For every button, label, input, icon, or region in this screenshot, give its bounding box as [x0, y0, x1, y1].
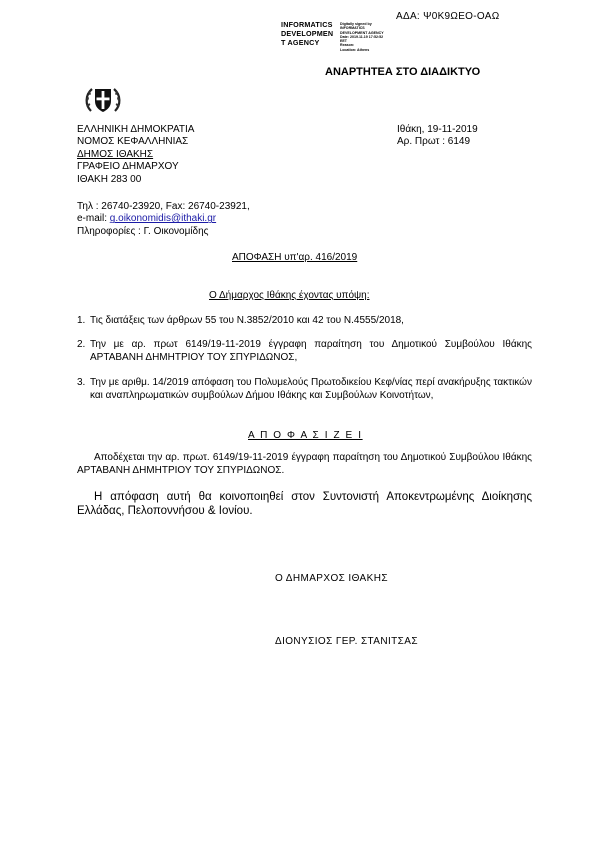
list-item — [77, 339, 532, 364]
sender-prefecture: ΝΟΜΟΣ ΚΕΦΑΛΛΗΝΙΑΣ — [77, 136, 189, 148]
contact-block — [77, 201, 250, 238]
stamp-detail-line: Reason: — [340, 43, 355, 48]
ada-code: ΑΔΑ: Ψ0Κ9ΩΕΟ-ΟΑΩ — [396, 11, 500, 22]
stamp-details — [340, 22, 420, 52]
posted-online-notice: ΑΝΑΡΤΗΤΕΑ ΣΤΟ ΔΙΑΔΙΚΤΥΟ — [325, 66, 481, 78]
email-label: e-mail: — [77, 213, 110, 225]
stamp-detail-line: EET — [340, 39, 347, 44]
list-item-text: Την με αριθμ. 14/2019 απόφαση του Πολυμελούς Πρωτοδικείου Κεφ/νίας περί ανακήρυξης τακτικών και αναπληρωματικών συμβούλων Δήμου Ιθάκης και Συμβούλων Κοινοτήτων, — [90, 377, 532, 401]
stamp-org-line: INFORMATICS — [281, 20, 333, 29]
stamp-org-line: DEVELOPMEN — [281, 29, 334, 38]
list-item-number: 2. — [77, 339, 86, 350]
decision-title: ΑΠΟΦΑΣΗ υπ'αρ. 416/2019 — [232, 252, 358, 263]
sender-office: ΓΡΑΦΕΙΟ ΔΗΜΑΡΧΟΥ — [77, 161, 179, 173]
list-item-number: 1. — [77, 315, 86, 326]
stamp-detail-line: DEVELOPMENT AGENCY — [340, 30, 384, 35]
sender-municipality: ΔΗΜΟΣ ΙΘΑΚΗΣ — [77, 148, 154, 160]
decides-heading: Α Π Ο Φ Α Σ Ι Ζ Ε Ι — [248, 430, 363, 441]
signatory-title: Ο ΔΗΜΑΡΧΟΣ ΙΘΑΚΗΣ — [275, 573, 388, 584]
list-item — [77, 377, 532, 402]
stamp-org-name — [281, 20, 337, 47]
stamp-detail-line: Digitally signed by — [340, 22, 372, 26]
stamp-detail-line: INFORMATICS — [340, 26, 365, 31]
protocol-number: Αρ. Πρωτ : 6149 — [397, 136, 471, 148]
sender-block — [77, 124, 194, 186]
info-contact: Πληροφορίες : Γ. Οικονομίδης — [77, 225, 209, 237]
sender-republic: ΕΛΛΗΝΙΚΗ ΔΗΜΟΚΡΑΤΙΑ — [77, 124, 195, 135]
phone-fax: Τηλ : 26740-23920, Fax: 26740-23921, — [77, 201, 250, 212]
greek-coat-of-arms-icon — [83, 85, 123, 115]
list-item-number: 3. — [77, 377, 86, 388]
notification-paragraph: Η απόφαση αυτή θα κοινοποιηθεί στον Συντονιστή Αποκεντρωμένης Διοίκησης Ελλάδας, Πελοποννήσου & Ιονίου. — [77, 491, 532, 517]
document-date: Ιθάκη, 19-11-2019 — [397, 124, 478, 135]
list-item — [77, 315, 532, 328]
list-item-text: Την με αρ. πρωτ 6149/19-11-2019 έγγραφη παραίτηση του Δημοτικού Συμβούλου Ιθάκης ΑΡΤΑΒΑΝΗ ΔΗΜΗΤΡΙΟΥ ΤΟΥ ΣΠΥΡΙΔΩΝΟΣ, — [90, 339, 532, 363]
date-block — [397, 124, 478, 149]
email-link[interactable]: g.oikonomidis@ithaki.gr — [109, 213, 217, 225]
stamp-detail-line: Date: 2019.11.19 17:52:52 — [340, 34, 384, 39]
sender-postal: ΙΘΑΚΗ 283 00 — [77, 173, 142, 185]
acceptance-paragraph: Αποδέχεται την αρ. πρωτ. 6149/19-11-2019 έγγραφη παραίτηση του Δημοτικού Συμβούλου Ιθάκης ΑΡΤΑΒΑΝΗ ΔΗΜΗΤΡΙΟΥ ΤΟΥ ΣΠΥΡΙΔΩΝΟΣ. — [77, 452, 532, 476]
list-item-text: Τις διατάξεις των άρθρων 55 του Ν.3852/2010 και 42 του Ν.4555/2018, — [90, 315, 404, 326]
mayor-intro: Ο Δήμαρχος Ιθάκης έχοντας υπόψη: — [209, 290, 370, 301]
email-line — [77, 213, 250, 225]
signatory-name: ΔΙΟΝΥΣΙΟΣ ΓΕΡ. ΣΤΑΝΙΤΣΑΣ — [275, 636, 418, 647]
stamp-detail-line: Location: Athens — [340, 47, 370, 52]
stamp-org-line: T AGENCY — [281, 38, 320, 47]
